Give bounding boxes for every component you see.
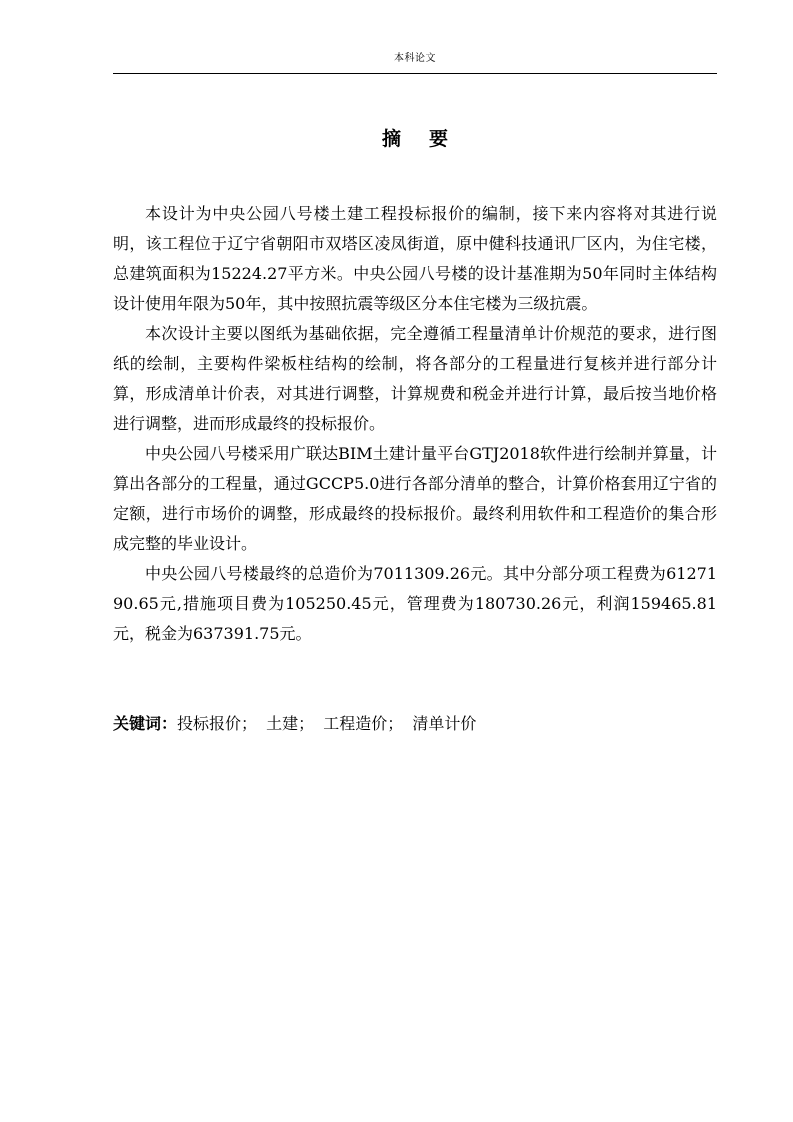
abstract-paragraph-1: 本设计为中央公园八号楼土建工程投标报价的编制，接下来内容将对其进行说明，该工程位于辽宁省朝阳市双塔区凌凤街道，原中健科技通讯厂区内，为住宅楼，总建筑面积为15224.27平方米。中央公园八号楼的设计基准期为50年同时主体结构设计使用年限为50年，其中按照抗震等级区分本住宅楼为三级抗震。 <box>113 204 717 313</box>
keywords-line <box>113 709 717 739</box>
keyword-item: 土建； <box>266 714 315 733</box>
keyword-item: 投标报价； <box>177 714 258 733</box>
header-rule <box>113 73 717 74</box>
keywords-label: 关键词： <box>113 714 178 733</box>
abstract-paragraph-4: 中央公园八号楼最终的总造价为7011309.26元。其中分部分项工程费为6127190.65元,措施项目费为105250.45元，管理费为180730.26元，利润159465.81元，税金为637391.75元。 <box>113 564 717 643</box>
abstract-body <box>113 199 717 649</box>
running-header: 本科论文 <box>394 53 436 64</box>
page-title: 摘要 <box>381 128 476 150</box>
keyword-item: 工程造价； <box>323 714 404 733</box>
keyword-item: 清单计价 <box>412 714 477 733</box>
abstract-paragraph-3: 中央公园八号楼采用广联达BIM土建计量平台GTJ2018软件进行绘制并算量，计算出各部分的工程量，通过GCCP5.0进行各部分清单的整合，计算价格套用辽宁省的定额，进行市场价的调整，形成最终的投标报价。最终利用软件和工程造价的集合形成完整的毕业设计。 <box>113 444 717 553</box>
abstract-paragraph-2: 本次设计主要以图纸为基础依据，完全遵循工程量清单计价规范的要求，进行图纸的绘制，主要构件梁板柱结构的绘制，将各部分的工程量进行复核并进行部分计算，形成清单计价表，对其进行调整，计算规费和税金并进行计算，最后按当地价格进行调整，进而形成最终的投标报价。 <box>113 324 717 433</box>
